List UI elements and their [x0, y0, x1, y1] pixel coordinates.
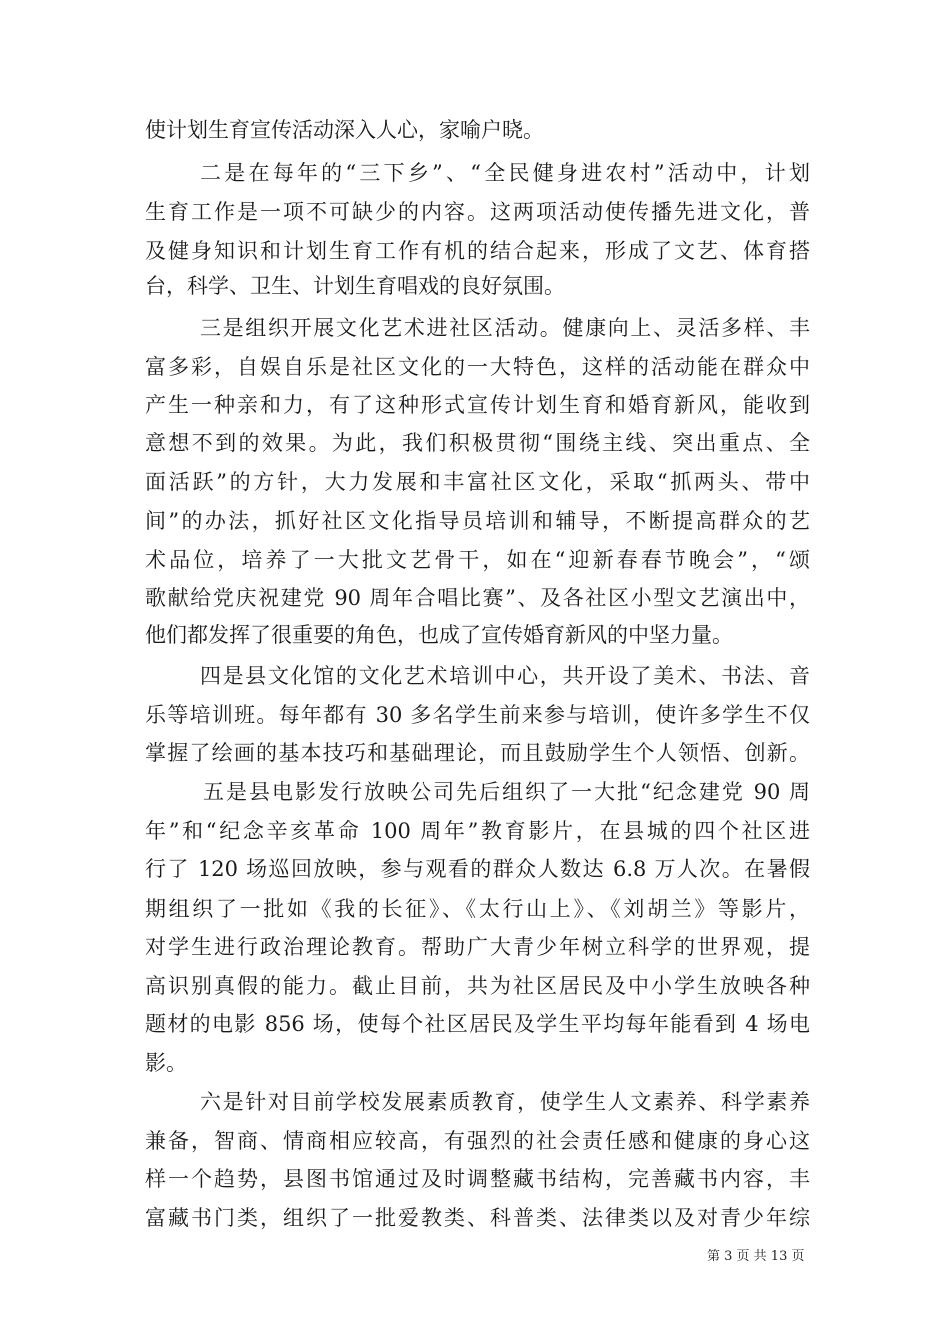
text-line: 间”的办法，抓好社区文化指导员培训和辅导，不断提高群众的艺	[145, 509, 810, 533]
text-line: 使计划生育宣传活动深入人心，家喻户晓。	[145, 118, 544, 142]
text-line: 六是针对目前学校发展素质教育，使学生人文素养、科学素养	[200, 1090, 810, 1114]
text-line: 产生一种亲和力，有了这种形式宣传计划生育和婚育新风，能收到	[145, 393, 810, 417]
text-line: 乐等培训班。每年都有 30 多名学生前来参与培训，使许多学生不仅	[145, 703, 810, 727]
text-line: 二是在每年的“三下乡”、“全民健身进农村”活动中，计划	[200, 161, 810, 185]
text-line: 五是县电影发行放映公司先后组织了一大批“纪念建党 90 周	[203, 780, 810, 804]
text-line: 行了 120 场巡回放映，参与观看的群众人数达 6.8 万人次。在暑假	[145, 857, 810, 881]
text-line: 兼备，智商、情商相应较高，有强烈的社会责任感和健康的身心这	[145, 1129, 810, 1153]
text-line: 面活跃”的方针，大力发展和丰富社区文化，采取“抓两头、带中	[145, 470, 810, 494]
text-line: 三是组织开展文化艺术进社区活动。健康向上、灵活多样、丰	[200, 316, 810, 340]
text-line: 四是县文化馆的文化艺术培训中心，共开设了美术、书法、音	[200, 664, 810, 688]
text-line: 歌献给党庆祝建党 90 周年合唱比赛”、及各社区小型文艺演出中，	[145, 586, 810, 610]
text-line: 意想不到的效果。为此，我们积极贯彻“围绕主线、突出重点、全	[145, 431, 810, 455]
text-line: 富多彩，自娱自乐是社区文化的一大特色，这样的活动能在群众中	[145, 355, 810, 379]
text-line: 高识别真假的能力。截止目前，共为社区居民及中小学生放映各种	[145, 974, 810, 998]
text-line: 影。	[145, 1051, 187, 1075]
text-line: 及健身知识和计划生育工作有机的结合起来，形成了文艺、体育搭	[145, 239, 810, 263]
text-line: 他们都发挥了很重要的角色，也成了宣传婚育新风的中坚力量。	[145, 623, 733, 647]
text-line: 术品位，培养了一大批文艺骨干，如在“迎新春春节晚会”，“颂	[145, 548, 810, 572]
text-line: 掌握了绘画的基本技巧和基础理论，而且鼓励学生个人领悟、创新。	[145, 741, 810, 765]
text-line: 期组织了一批如《我的长征》、《太行山上》、《刘胡兰》等影片，	[145, 897, 810, 921]
text-line: 对学生进行政治理论教育。帮助广大青少年树立科学的世界观，提	[145, 935, 810, 959]
text-line: 生育工作是一项不可缺少的内容。这两项活动使传播先进文化，普	[145, 200, 810, 224]
page-number-footer: 第 3 页 共 13 页	[707, 1249, 805, 1264]
text-line: 年”和“纪念辛亥革命 100 周年”教育影片，在县城的四个社区进	[145, 819, 810, 843]
text-line: 样一个趋势，县图书馆通过及时调整藏书结构，完善藏书内容，丰	[145, 1167, 810, 1191]
text-line: 台，科学、卫生、计划生育唱戏的良好氛围。	[145, 274, 565, 298]
text-line: 富藏书门类，组织了一批爱教类、科普类、法律类以及对青少年综	[145, 1206, 810, 1230]
text-line: 题材的电影 856 场，使每个社区居民及学生平均每年能看到 4 场电	[145, 1012, 810, 1036]
